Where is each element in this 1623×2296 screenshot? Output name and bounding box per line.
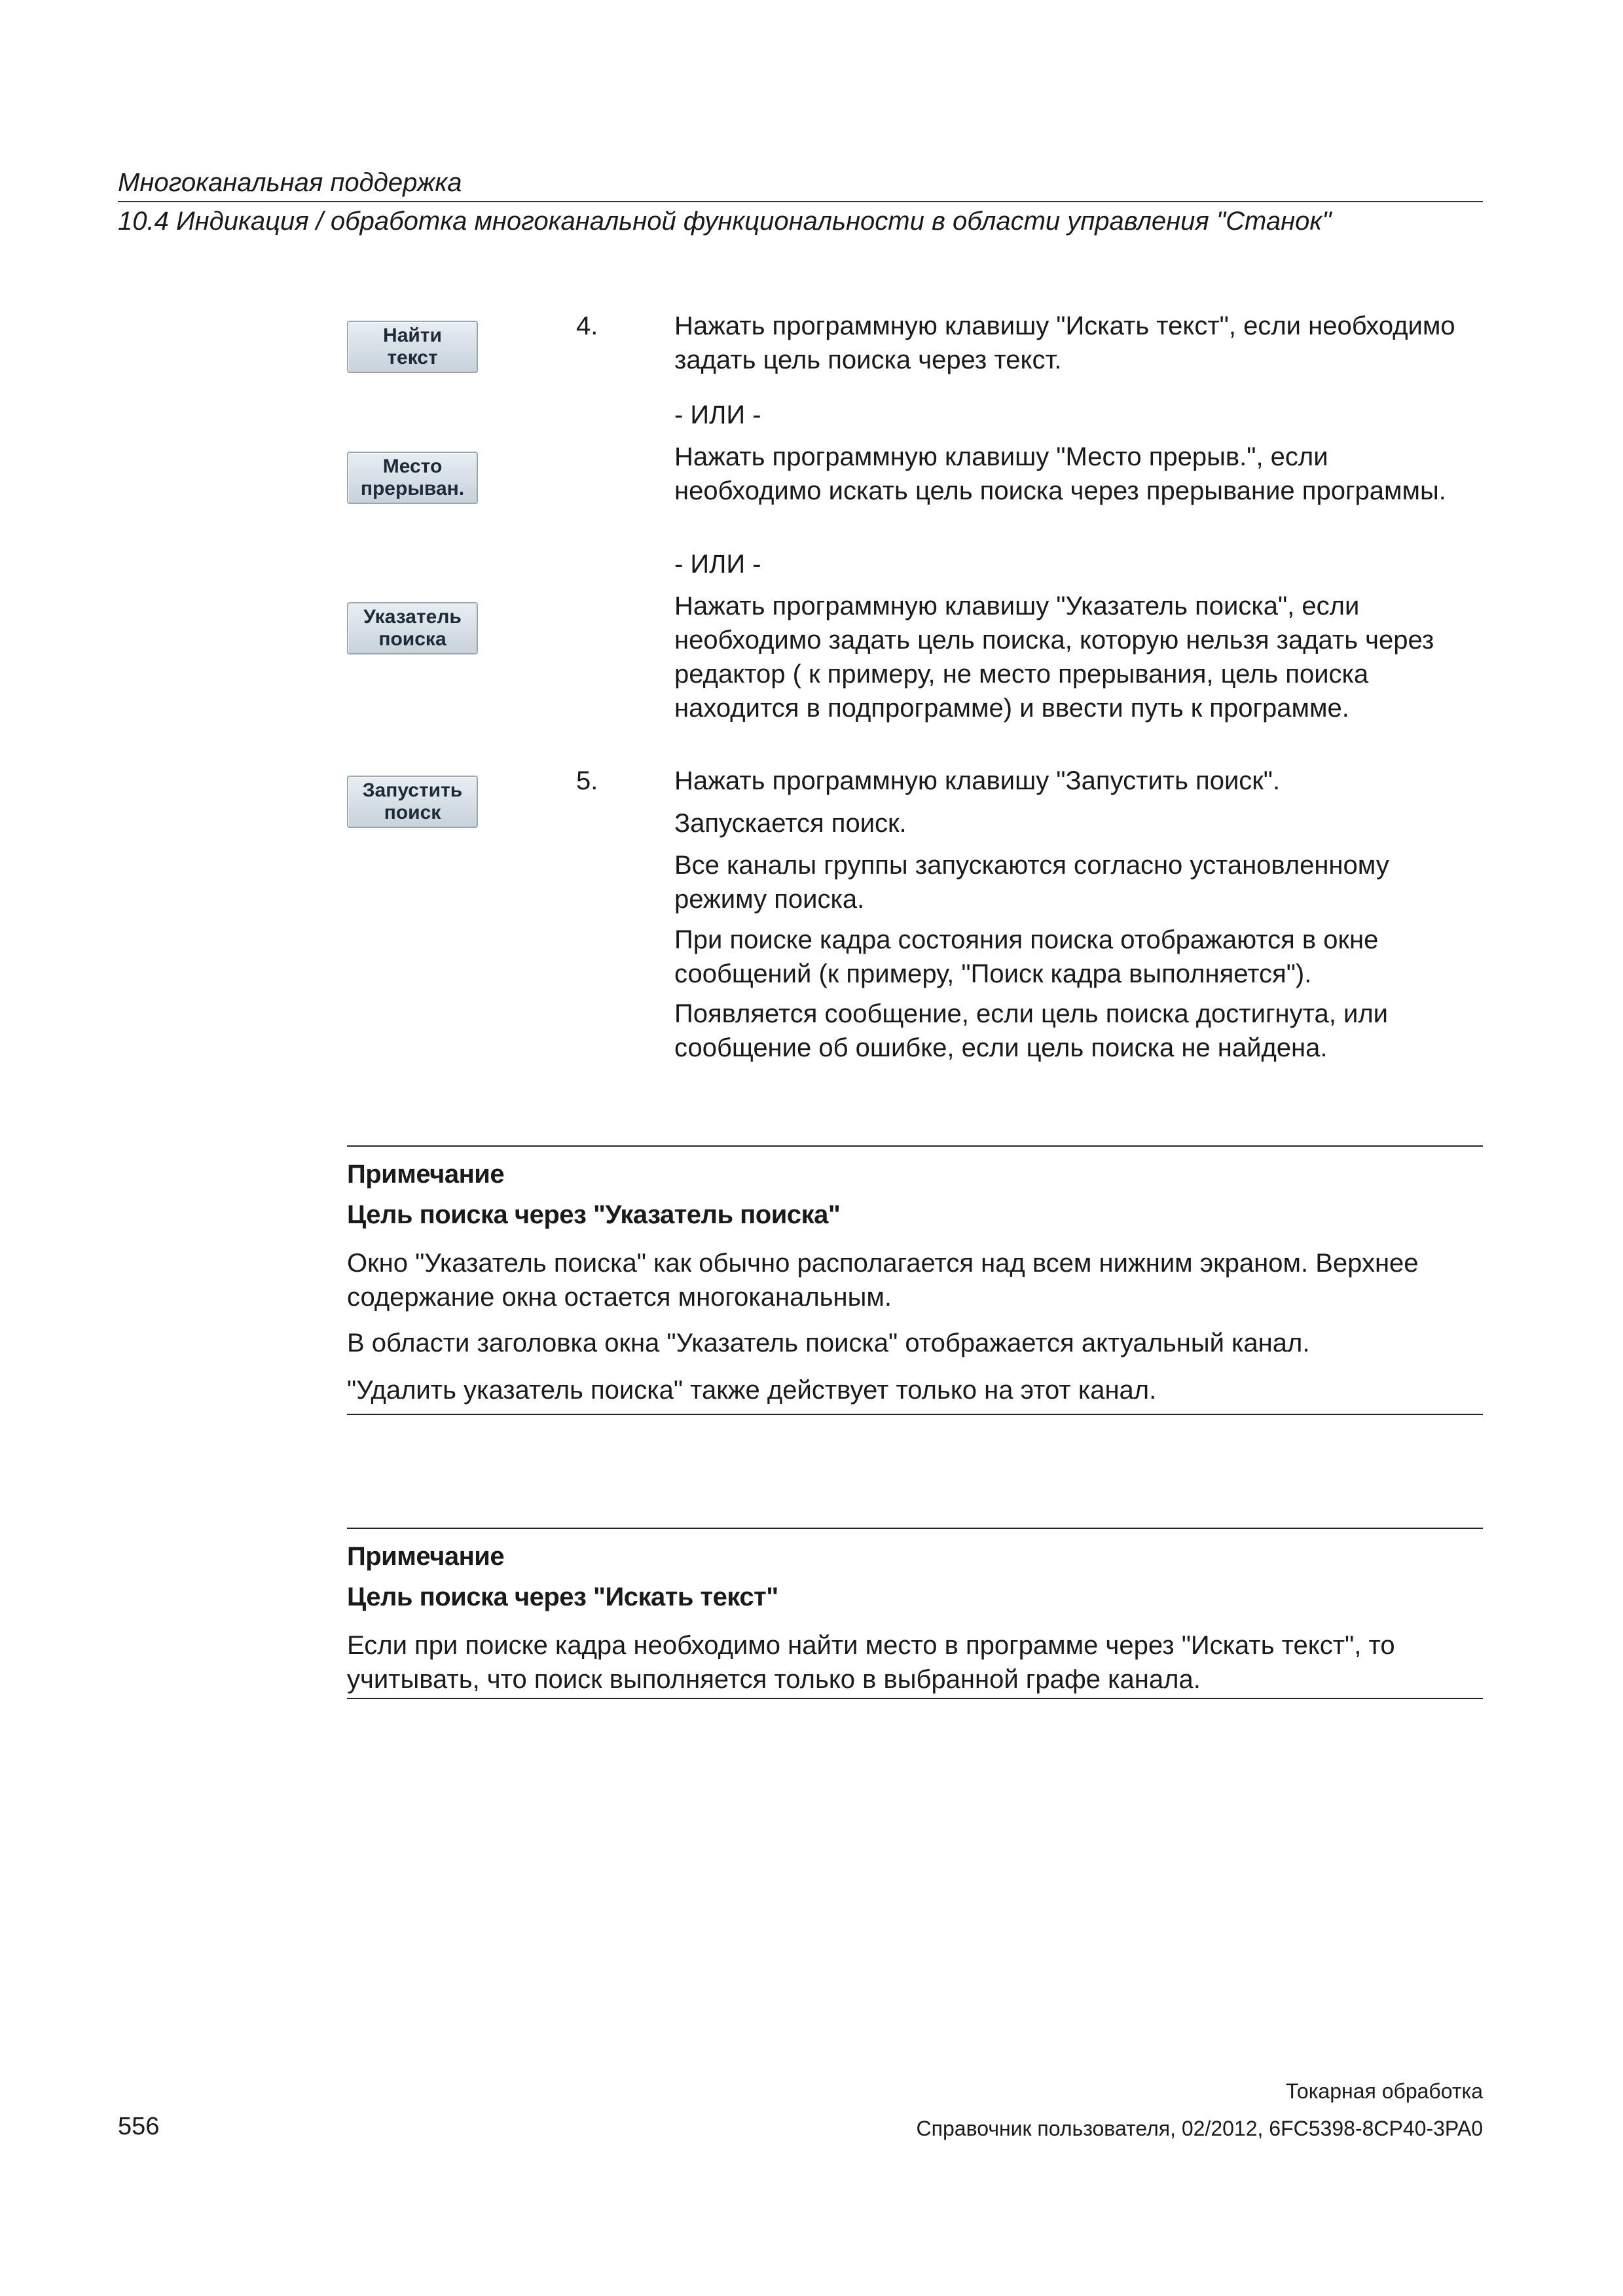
or-separator: - ИЛИ -: [674, 401, 761, 429]
softkey-label-line1: Запустить: [362, 780, 463, 801]
softkey-label-line1: Найти: [383, 325, 442, 346]
note-title: Цель поиска через "Указатель поиска": [347, 1200, 841, 1229]
book-title: Токарная обработка: [1285, 2079, 1483, 2103]
note-top-rule: [347, 1528, 1483, 1529]
note-paragraph: Если при поиске кадра необходимо найти место в программе через "Искать текст", то учитывать, что поиск выполняется только в выбранной графе канала.: [347, 1631, 1395, 1694]
note-label: Примечание: [347, 1160, 505, 1189]
chapter-title: Многоканальная поддержка: [118, 168, 462, 197]
note-title: Цель поиска через "Искать текст": [347, 1583, 778, 1611]
softkey-label-line1: Место: [382, 456, 443, 477]
step-text: Нажать программную клавишу "Запустить поиск".: [674, 766, 1281, 795]
section-title: 10.4 Индикация / обработка многоканальной функциональности в области управления "Станок": [118, 207, 1332, 236]
softkey-label-line2: поиск: [384, 802, 441, 823]
softkey-label-line2: текст: [387, 347, 438, 368]
result-text: Все каналы группы запускаются согласно установленному режиму поиска.: [674, 851, 1389, 914]
note-paragraph: "Удалить указатель поиска" также действует только на этот канал.: [347, 1376, 1157, 1405]
result-text: Появляется сообщение, если цель поиска достигнута, или сообщение об ошибке, если цель поиска не найдена.: [674, 999, 1389, 1062]
note-top-rule: [347, 1145, 1483, 1147]
note-bottom-rule: [347, 1698, 1483, 1699]
start-search-softkey: [347, 776, 478, 828]
find-text-softkey: [347, 321, 478, 373]
note-bottom-rule: [347, 1414, 1483, 1415]
step-number: 4.: [576, 312, 598, 340]
step-text: Нажать программную клавишу "Искать текст", если необходимо задать цель поиска через текст.: [674, 312, 1455, 374]
manual-reference: Справочник пользователя, 02/2012, 6FC5398-8CP40-3PA0: [916, 2117, 1483, 2140]
result-text: При поиске кадра состояния поиска отображаются в окне сообщений (к примеру, "Поиск кадра выполняется").: [674, 925, 1379, 988]
softkey-label-line2: поиска: [378, 628, 447, 650]
alternative-text: Нажать программную клавишу "Указатель поиска", если необходимо задать цель поиска, которую нельзя задать через редактор ( к примеру, не место прерывания, цель поиска находится в подпрограмме) и ввести путь к программе.: [674, 592, 1434, 723]
note-paragraph: Окно "Указатель поиска" как обычно располагается над всем нижним экраном. Верхнее содержание окна остается многоканальным.: [347, 1249, 1419, 1312]
or-separator: - ИЛИ -: [674, 550, 761, 579]
softkey-label-line2: прерыван.: [360, 478, 465, 499]
step-number: 5.: [576, 766, 598, 795]
search-pointer-softkey: [347, 602, 478, 655]
page-number: 556: [118, 2113, 160, 2140]
interruption-point-softkey: [347, 452, 478, 504]
softkey-label-line1: Указатель: [363, 606, 462, 628]
note-paragraph: В области заголовка окна "Указатель поиска" отображается актуальный канал.: [347, 1329, 1310, 1357]
result-text: Запускается поиск.: [674, 809, 907, 838]
note-label: Примечание: [347, 1542, 505, 1571]
alternative-text: Нажать программную клавишу "Место прерыв.", если необходимо искать цель поиска через прерывание программы.: [674, 442, 1446, 505]
header-divider: [118, 201, 1483, 202]
